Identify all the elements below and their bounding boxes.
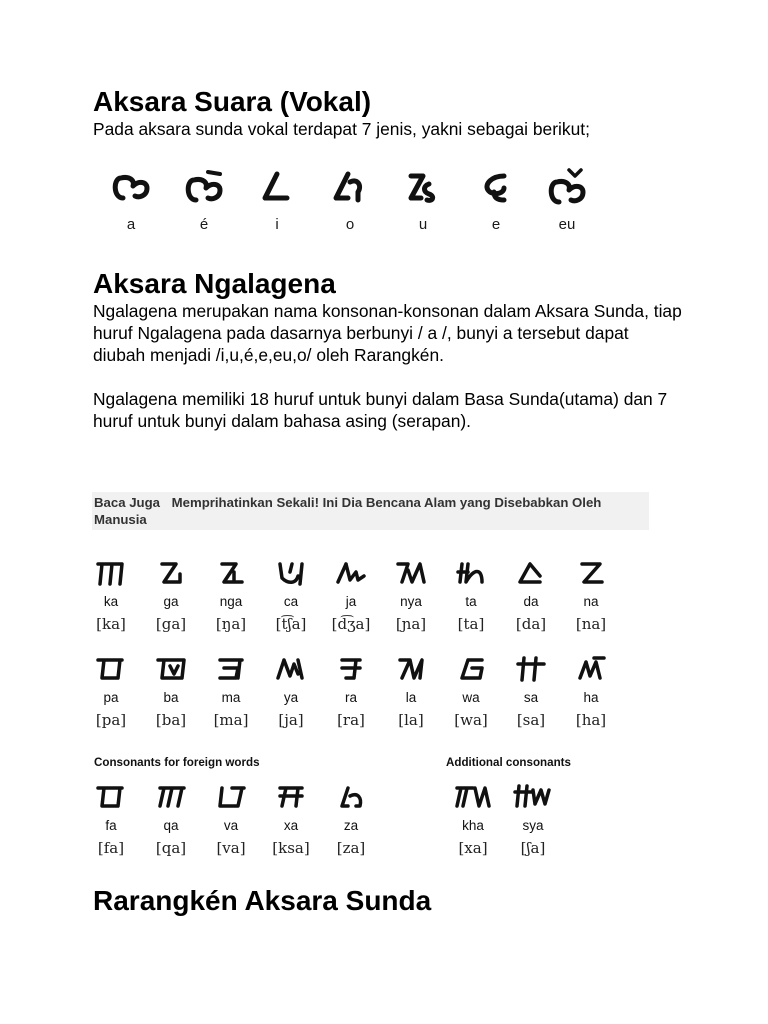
consonant-xa <box>262 782 320 857</box>
consonant-latin: na <box>583 594 599 609</box>
heading-aksara-ngalagena: Aksara Ngalagena <box>93 268 336 299</box>
vowel-e-label: e <box>491 216 501 233</box>
sundanese-ka-glyph <box>94 558 128 588</box>
consonant-latin: nya <box>400 594 422 609</box>
consonant-za <box>322 782 380 857</box>
consonant-latin: la <box>405 690 417 705</box>
consonant-latin: ya <box>283 690 299 705</box>
vowel-u <box>398 168 448 238</box>
sundanese-la-glyph <box>394 654 428 684</box>
sundanese-na-glyph <box>574 558 608 588</box>
consonant-nya <box>382 558 440 633</box>
vowel-a-label: a <box>126 216 136 233</box>
consonant-latin: qa <box>163 818 179 833</box>
consonant-latin: ta <box>465 594 477 609</box>
sundanese-ba-glyph <box>154 654 188 684</box>
sundanese-da-glyph <box>514 558 548 588</box>
sundanese-eu-glyph <box>545 168 589 208</box>
consonant-ipa: [ga] <box>155 615 187 633</box>
consonant-latin: sya <box>522 818 544 833</box>
sundanese-ja-glyph <box>334 558 368 588</box>
consonant-ba <box>142 654 200 729</box>
consonant-ipa: [ha] <box>575 711 607 729</box>
vowel-o-label: o <box>345 216 355 233</box>
consonant-latin: kha <box>462 818 484 833</box>
consonant-latin: ga <box>163 594 179 609</box>
consonant-na <box>562 558 620 633</box>
sundanese-nga-glyph <box>214 558 248 588</box>
vowel-o <box>325 168 375 238</box>
consonant-latin: wa <box>462 690 480 705</box>
consonant-ga <box>142 558 200 633</box>
consonant-latin: ba <box>163 690 179 705</box>
consonant-ca <box>262 558 320 633</box>
sundanese-xa-glyph <box>274 782 308 812</box>
sundanese-ta-glyph <box>454 558 488 588</box>
consonant-latin: pa <box>103 690 119 705</box>
vokal-intro-text: Pada aksara sunda vokal terdapat 7 jenis, yakni sebagai berikut; <box>93 119 590 139</box>
consonant-latin: ra <box>344 690 357 705</box>
ngalagena-paragraph-1: Ngalagena merupakan nama konsonan-konsonan dalam Aksara Sunda, tiap huruf Ngalagena pada dasarnya berbunyi / a /, bunyi a tersebut dapat diubah menjadi /i,u,é,e,eu,o/ oleh Rarangkén. <box>93 301 682 365</box>
ngalagena-paragraph-2: Ngalagena memiliki 18 huruf untuk bunyi dalam Basa Sunda(utama) dan 7 huruf untuk bunyi dalam bahasa asing (serapan). <box>93 389 668 431</box>
consonant-latin: ca <box>283 594 299 609</box>
sundanese-za-glyph <box>334 782 368 812</box>
sundanese-ma-glyph <box>214 654 248 684</box>
vowel-u-label: u <box>418 216 428 233</box>
consonant-latin: va <box>223 818 239 833</box>
consonant-latin: da <box>523 594 539 609</box>
vowel-eu <box>542 168 592 238</box>
baca-juga-label: Baca Juga <box>94 495 160 510</box>
consonant-fa <box>82 782 140 857</box>
heading-aksara-suara: Aksara Suara (Vokal) <box>93 86 372 117</box>
consonant-qa <box>142 782 200 857</box>
consonant-ma <box>202 654 260 729</box>
consonant-ta <box>442 558 500 633</box>
consonant-ipa: [ɲa] <box>395 615 427 633</box>
sundanese-va-glyph <box>214 782 248 812</box>
consonant-ipa: [xa] <box>458 839 488 857</box>
sundanese-sa-glyph <box>514 654 548 684</box>
vowel-e <box>471 168 521 238</box>
baca-juga-link[interactable]: Memprihatinkan Sekali! Ini Dia Bencana Alam yang Disebabkan Oleh Manusia <box>94 495 602 527</box>
consonant-latin: xa <box>283 818 299 833</box>
consonant-ipa: [ka] <box>96 615 126 633</box>
consonant-da <box>502 558 560 633</box>
consonant-ipa: [ʃa] <box>520 839 546 857</box>
consonant-ipa: [la] <box>398 711 424 729</box>
consonant-sa <box>502 654 560 729</box>
vowel-eu-label: eu <box>558 216 576 233</box>
sundanese-wa-glyph <box>454 654 488 684</box>
consonant-ipa: [pa] <box>95 711 127 729</box>
consonant-va <box>202 782 260 857</box>
consonant-la <box>382 654 440 729</box>
baca-juga-banner <box>92 492 649 530</box>
consonant-ipa: [wa] <box>454 711 488 729</box>
consonant-ipa: [ksa] <box>272 839 310 857</box>
vowel-i-label: i <box>275 216 279 233</box>
sundanese-u-glyph <box>401 168 445 208</box>
consonant-ipa: [sa] <box>516 711 546 729</box>
consonant-ipa: [t͡ʃa] <box>275 615 307 633</box>
consonant-latin: ha <box>583 690 599 705</box>
foreign-consonants-label: Consonants for foreign words <box>94 756 260 769</box>
consonant-latin: za <box>343 818 359 833</box>
consonant-latin: sa <box>523 690 539 705</box>
sundanese-ha-glyph <box>574 654 608 684</box>
consonant-latin: ka <box>103 594 119 609</box>
sundanese-o-glyph <box>328 168 372 208</box>
sundanese-ya-glyph <box>274 654 308 684</box>
consonant-kha <box>444 782 502 857</box>
consonant-ipa: [da] <box>515 615 547 633</box>
consonant-ipa: [ta] <box>457 615 485 633</box>
consonant-ipa: [d͡ʒa] <box>331 615 371 633</box>
consonant-table <box>92 548 614 864</box>
consonant-ya <box>262 654 320 729</box>
sundanese-i-glyph <box>255 168 299 208</box>
consonant-ipa: [qa] <box>155 839 187 857</box>
consonant-sya <box>504 782 562 857</box>
consonant-ipa: [na] <box>575 615 607 633</box>
vowel-e-acute-label: é <box>199 216 209 233</box>
vowel-e-acute <box>179 168 229 238</box>
consonant-ipa: [fa] <box>97 839 125 857</box>
consonant-ipa: [ba] <box>155 711 187 729</box>
consonant-ka <box>82 558 140 633</box>
consonant-ja <box>322 558 380 633</box>
vowel-a <box>106 168 156 238</box>
sundanese-sya-glyph <box>513 782 553 812</box>
consonant-ipa: [ra] <box>337 711 365 729</box>
consonant-latin: ma <box>221 690 241 705</box>
consonant-latin: nga <box>219 594 243 609</box>
consonant-ra <box>322 654 380 729</box>
heading-rarangken: Rarangkén Aksara Sunda <box>93 885 432 916</box>
consonant-pa <box>82 654 140 729</box>
vowel-i <box>252 168 302 238</box>
consonant-latin: ja <box>345 594 357 609</box>
consonant-ipa: [za] <box>336 839 366 857</box>
consonant-ipa: [ma] <box>213 711 249 729</box>
vowel-chart <box>106 168 592 238</box>
consonant-latin: fa <box>105 818 117 833</box>
consonant-ha <box>562 654 620 729</box>
consonant-ipa: [ja] <box>278 711 304 729</box>
sundanese-ra-glyph <box>334 654 368 684</box>
consonant-wa <box>442 654 500 729</box>
sundanese-nya-glyph <box>394 558 428 588</box>
sundanese-fa-glyph <box>94 782 128 812</box>
sundanese-e-acute-glyph <box>182 168 226 208</box>
sundanese-ca-glyph <box>274 558 308 588</box>
sundanese-qa-glyph <box>154 782 188 812</box>
consonant-ipa: [va] <box>216 839 246 857</box>
sundanese-kha-glyph <box>453 782 493 812</box>
sundanese-e-glyph <box>474 168 518 208</box>
consonant-nga <box>202 558 260 633</box>
additional-consonants-label: Additional consonants <box>446 756 571 769</box>
sundanese-ga-glyph <box>154 558 188 588</box>
sundanese-a-glyph <box>109 168 153 208</box>
consonant-ipa: [ŋa] <box>215 615 247 633</box>
sundanese-pa-glyph <box>94 654 128 684</box>
